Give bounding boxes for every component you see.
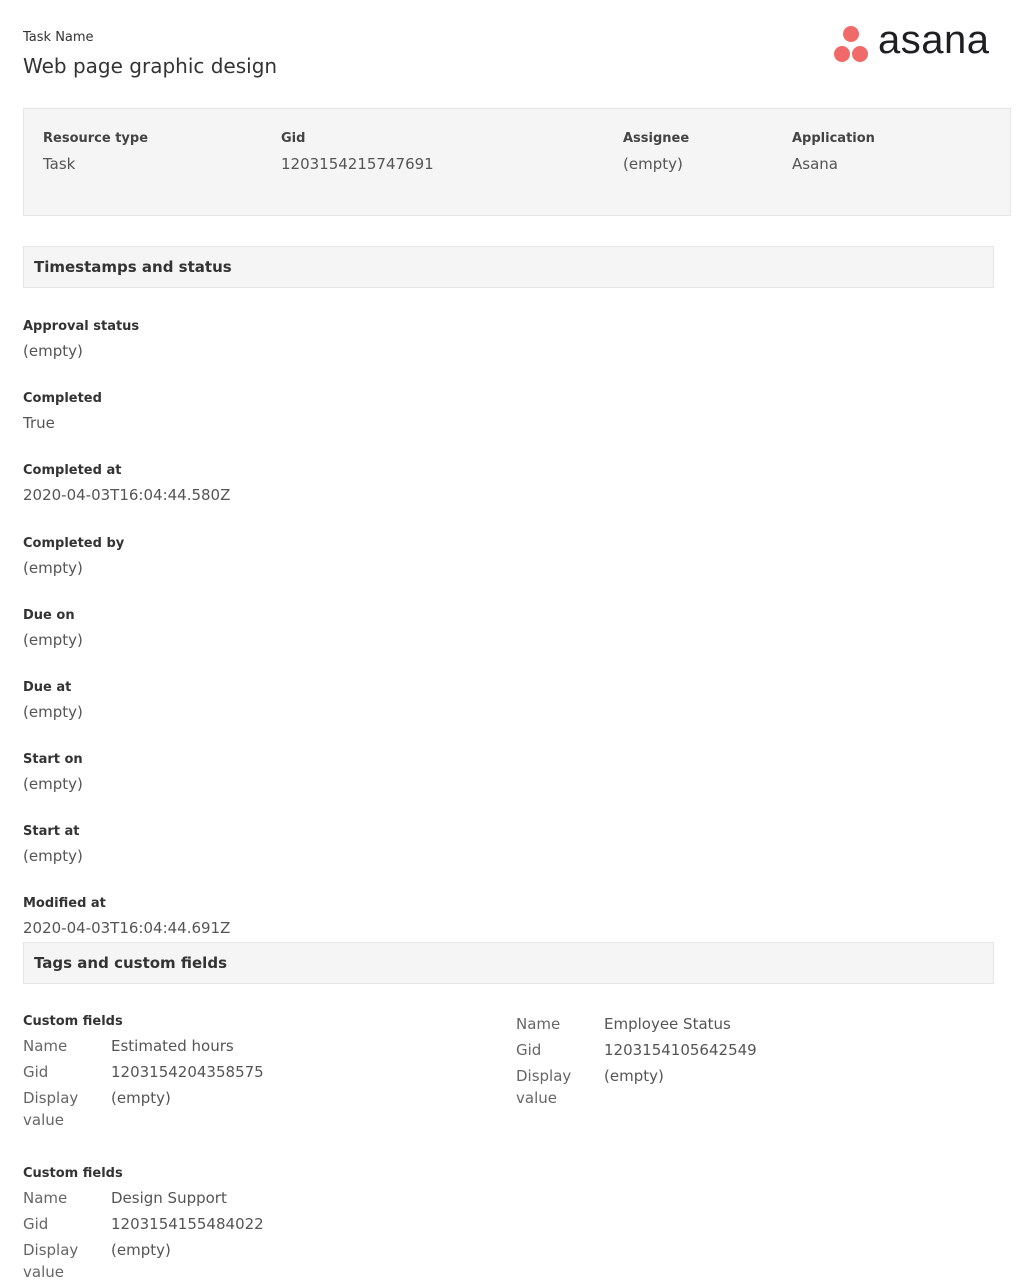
info-gid [281, 131, 434, 173]
custom-fields-label: Custom fields [23, 1166, 123, 1181]
field-value: (empty) [23, 342, 83, 360]
field-value: 2020-04-03T16:04:44.691Z [23, 919, 231, 937]
cf-key: Name [516, 1015, 561, 1033]
field-value: True [23, 414, 55, 432]
field-label: Modified at [23, 896, 106, 911]
field-due-on [23, 608, 83, 649]
cf-key: Display value [23, 1089, 79, 1129]
cf-row-name [516, 1013, 757, 1035]
cf-key: Name [23, 1037, 68, 1055]
resource-type-value: Task [43, 155, 76, 173]
info-application [792, 131, 875, 173]
section-title: Timestamps and status [34, 258, 232, 276]
section-header-timestamps [23, 246, 994, 288]
field-completed-by [23, 536, 124, 577]
cf-value: Estimated hours [111, 1037, 234, 1055]
field-label: Completed by [23, 536, 125, 551]
field-modified-at [23, 896, 230, 937]
task-info-box [23, 108, 1011, 216]
custom-field-block [23, 1014, 264, 1135]
cf-row-name [23, 1035, 264, 1057]
gid-value: 1203154215747691 [281, 155, 434, 173]
field-label: Approval status [23, 319, 140, 334]
custom-field-block [516, 1013, 757, 1113]
cf-row-display-value [23, 1239, 264, 1283]
cf-row-display-value [23, 1087, 264, 1131]
cf-value: 1203154204358575 [111, 1063, 264, 1081]
field-approval-status [23, 319, 139, 360]
cf-value: 1203154105642549 [604, 1041, 757, 1059]
field-due-at [23, 680, 83, 721]
cf-value: (empty) [111, 1241, 171, 1259]
field-value: (empty) [23, 847, 83, 865]
cf-row-gid [516, 1039, 757, 1061]
logo-dot-left-icon [834, 46, 850, 62]
section-header-tags [23, 942, 994, 984]
cf-value: (empty) [111, 1089, 171, 1107]
assignee-value: (empty) [623, 155, 683, 173]
field-value: (empty) [23, 559, 83, 577]
task-name-label: Task Name [23, 30, 94, 45]
logo-dot-right-icon [852, 46, 868, 62]
custom-field-block [23, 1166, 264, 1287]
cf-value: (empty) [604, 1067, 664, 1085]
gid-label: Gid [281, 131, 306, 146]
field-label: Completed at [23, 463, 122, 478]
field-completed-at [23, 463, 230, 504]
field-value: (empty) [23, 775, 83, 793]
task-title: Web page graphic design [23, 54, 278, 78]
cf-key: Gid [516, 1041, 542, 1059]
field-label: Start at [23, 824, 80, 839]
field-value: (empty) [23, 631, 83, 649]
cf-row-name [23, 1187, 264, 1209]
field-start-on [23, 752, 83, 793]
field-label: Completed [23, 391, 102, 406]
field-start-at [23, 824, 83, 865]
info-assignee [623, 131, 689, 173]
application-value: Asana [792, 155, 838, 173]
logo-wordmark: asana [878, 18, 990, 62]
cf-row-display-value [516, 1065, 757, 1109]
assignee-label: Assignee [623, 131, 690, 146]
info-resource-type [43, 131, 148, 173]
custom-fields-label: Custom fields [23, 1014, 123, 1029]
resource-type-label: Resource type [43, 131, 149, 146]
cf-value: Employee Status [604, 1015, 731, 1033]
cf-key: Gid [23, 1063, 49, 1081]
cf-row-gid [23, 1213, 264, 1235]
field-label: Due at [23, 680, 72, 695]
field-value: (empty) [23, 703, 83, 721]
asana-logo [834, 18, 1014, 68]
section-title: Tags and custom fields [34, 954, 227, 972]
field-label: Start on [23, 752, 83, 767]
cf-key: Display value [516, 1067, 572, 1107]
logo-dot-top-icon [843, 26, 859, 42]
cf-row-gid [23, 1061, 264, 1083]
application-label: Application [792, 131, 875, 146]
cf-value: 1203154155484022 [111, 1215, 264, 1233]
field-label: Due on [23, 608, 75, 623]
field-completed [23, 391, 102, 432]
cf-key: Name [23, 1189, 68, 1207]
field-value: 2020-04-03T16:04:44.580Z [23, 486, 231, 504]
cf-key: Display value [23, 1241, 79, 1281]
cf-key: Gid [23, 1215, 49, 1233]
cf-value: Design Support [111, 1189, 227, 1207]
